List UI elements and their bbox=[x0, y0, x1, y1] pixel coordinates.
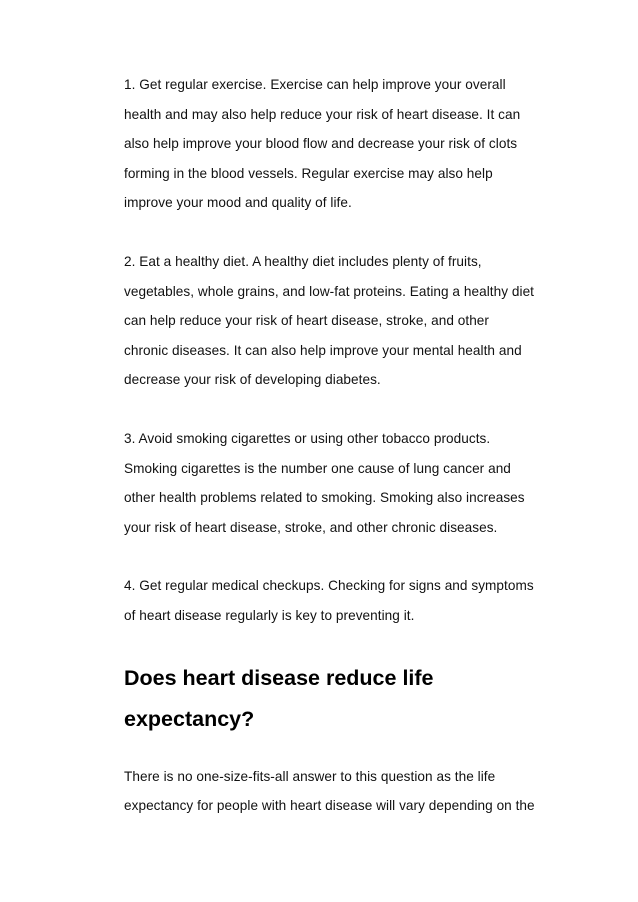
text-line: Smoking cigarettes is the number one cause of lung cancer and bbox=[124, 460, 511, 476]
paragraph-life-expectancy bbox=[124, 762, 569, 821]
text-line: health and may also help reduce your risk of heart disease. It can bbox=[124, 106, 521, 122]
text-line: also help improve your blood flow and decrease your risk of clots bbox=[124, 136, 518, 152]
text-line: other health problems related to smoking. Smoking also increases bbox=[124, 490, 525, 506]
text-line: can help reduce your risk of heart disease, stroke, and other bbox=[124, 313, 489, 329]
paragraph-medical-checkups bbox=[124, 571, 569, 630]
text-line: 4. Get regular medical checkups. Checking for signs and symptoms bbox=[124, 578, 534, 594]
text-line: forming in the blood vessels. Regular exercise may also help bbox=[124, 165, 493, 181]
text-line: 1. Get regular exercise. Exercise can help improve your overall bbox=[124, 77, 506, 92]
text-line: vegetables, whole grains, and low-fat proteins. Eating a healthy diet bbox=[124, 283, 535, 299]
text-line: your risk of heart disease, stroke, and other chronic diseases. bbox=[124, 519, 498, 535]
paragraph-avoid-smoking bbox=[124, 424, 569, 542]
paragraph-regular-exercise bbox=[124, 70, 569, 218]
section-heading bbox=[124, 658, 569, 740]
text-line: decrease your risk of developing diabetes. bbox=[124, 372, 381, 388]
text-line: 3. Avoid smoking cigarettes or using other tobacco products. bbox=[124, 430, 491, 446]
heading-line: Does heart disease reduce life bbox=[124, 665, 434, 690]
text-line: 2. Eat a healthy diet. A healthy diet includes plenty of fruits, bbox=[124, 253, 482, 269]
document-body bbox=[124, 70, 569, 821]
text-line: of heart disease regularly is key to preventing it. bbox=[124, 607, 415, 623]
text-line: expectancy for people with heart disease will vary depending on the bbox=[124, 798, 535, 814]
text-line: There is no one-size-fits-all answer to this question as the life bbox=[124, 768, 496, 784]
text-line: improve your mood and quality of life. bbox=[124, 195, 352, 211]
heading-line: expectancy? bbox=[124, 706, 255, 731]
text-line: chronic diseases. It can also help improve your mental health and bbox=[124, 342, 522, 358]
paragraph-healthy-diet bbox=[124, 247, 569, 395]
